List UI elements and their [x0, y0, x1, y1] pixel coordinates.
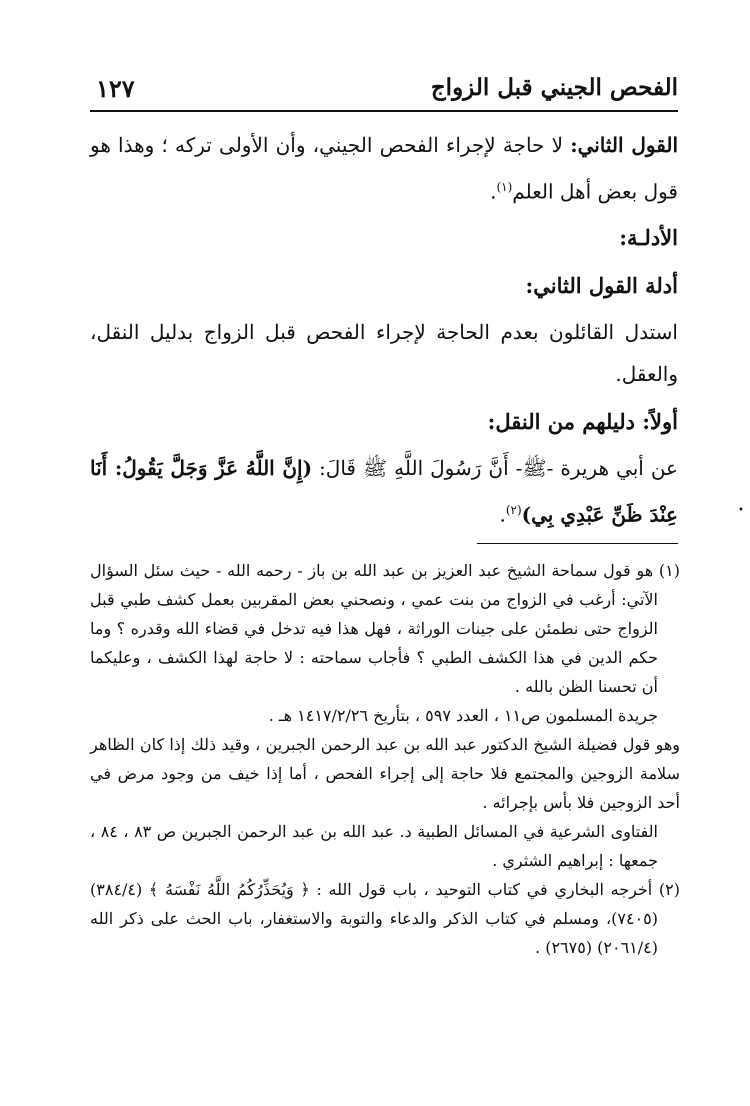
footnote-rule	[477, 543, 678, 544]
hadith-end: .	[499, 502, 506, 527]
main-text	[90, 124, 678, 535]
footnotes	[90, 556, 680, 962]
footnote-1-source: جريدة المسلمون ص١١ ، العدد ٥٩٧ ، بتأريخ ١٤١٧/٢/٢٦ هـ .	[268, 706, 658, 725]
heading-textual-evidence: أولاً: دليلهم من النقل:	[487, 408, 678, 434]
footnote-2: (٢) أخرجه البخاري في كتاب التوحيد ، باب قول الله : ﴿ وَيُحَذِّرُكُمُ اللَّهُ نَفْسَهُ ﴾ (٣٨٤/٤) (٧٤٠٥)، ومسلم في كتاب الذكر والدعاء والتوبة والاستغفار، باب الحث على ذكر الله (٢٠٦١/٤) (٢٦٧٥) .	[90, 880, 680, 957]
footnote-ref-2: (٢)	[505, 502, 522, 517]
paragraph-hadith	[90, 447, 678, 536]
page-number: ١٢٧	[96, 74, 135, 103]
heading-second-view-evidence: أدلة القول الثاني:	[525, 272, 678, 298]
footnote-1: (١) هو قول سماحة الشيخ عبد العزيز بن عبد الله بن باز - رحمه الله - حيث سئل السؤال الآتي: أرغب في الزواج من بنت عمي ، ونصحني بعض المقربين بعمل كشف طبي قبل الزواج حتى نطمئن على جينات الوراثة ، فهل هذا فيه تدخل في قضاء الله وقدره ؟ وما حكم الدين في هذا الكشف الطبي ؟ فأجاب سماحته : لا حاجة لهذا الكشف ، وعليكما أن تحسنا الظن بالله .	[90, 561, 680, 696]
heading-evidence: الأدلـة:	[619, 224, 678, 250]
hadith-text: (إِنَّ اللَّهُ عَزَّ وَجَلَّ يَقُولُ: أَنَا عِنْدَ ظَنِّ عَبْدِي بِي)	[90, 455, 678, 527]
margin-mark: •	[738, 505, 744, 516]
footnote-1-second-source: الفتاوى الشرعية في المسائل الطبية د. عبد الله بن عبد الرحمن الجبرين ص ٨٣ ، ٨٤ ، جمعها : إبراهيم الشثري .	[90, 822, 658, 870]
header-rule	[90, 110, 678, 112]
paragraph-second-view	[90, 124, 678, 213]
second-view-label: القول الثاني:	[570, 133, 678, 157]
footnote-1-second-opinion: وهو قول فضيلة الشيخ الدكتور عبد الله بن عبد الرحمن الجبرين ، وقيد ذلك إذا كان الظاهر سلامة الزوجين والمجتمع فلا حاجة إلى إجراء الفحص ، أما إذا خيف من وجود مرض في أحد الزوجين فلا بأس بإجرائه .	[90, 735, 680, 812]
paragraph-inference: استدل القائلون بعدم الحاجة لإجراء الفحص قبل الزواج بدليل النقل، والعقل.	[90, 319, 678, 386]
footnote-ref-1: (١)	[496, 180, 513, 194]
running-title: الفحص الجيني قبل الزواج	[430, 74, 678, 101]
second-view-end: .	[490, 179, 497, 204]
hadith-intro: عن أبي هريرة -ﷺ- أَنَّ رَسُولَ اللَّهِ ﷺ قَالَ:	[312, 455, 678, 480]
second-view-text: لا حاجة لإجراء الفحص الجيني، وأن الأولى تركه ؛ وهذا هو قول بعض أهل العلم	[90, 133, 678, 204]
page-header	[96, 70, 678, 108]
